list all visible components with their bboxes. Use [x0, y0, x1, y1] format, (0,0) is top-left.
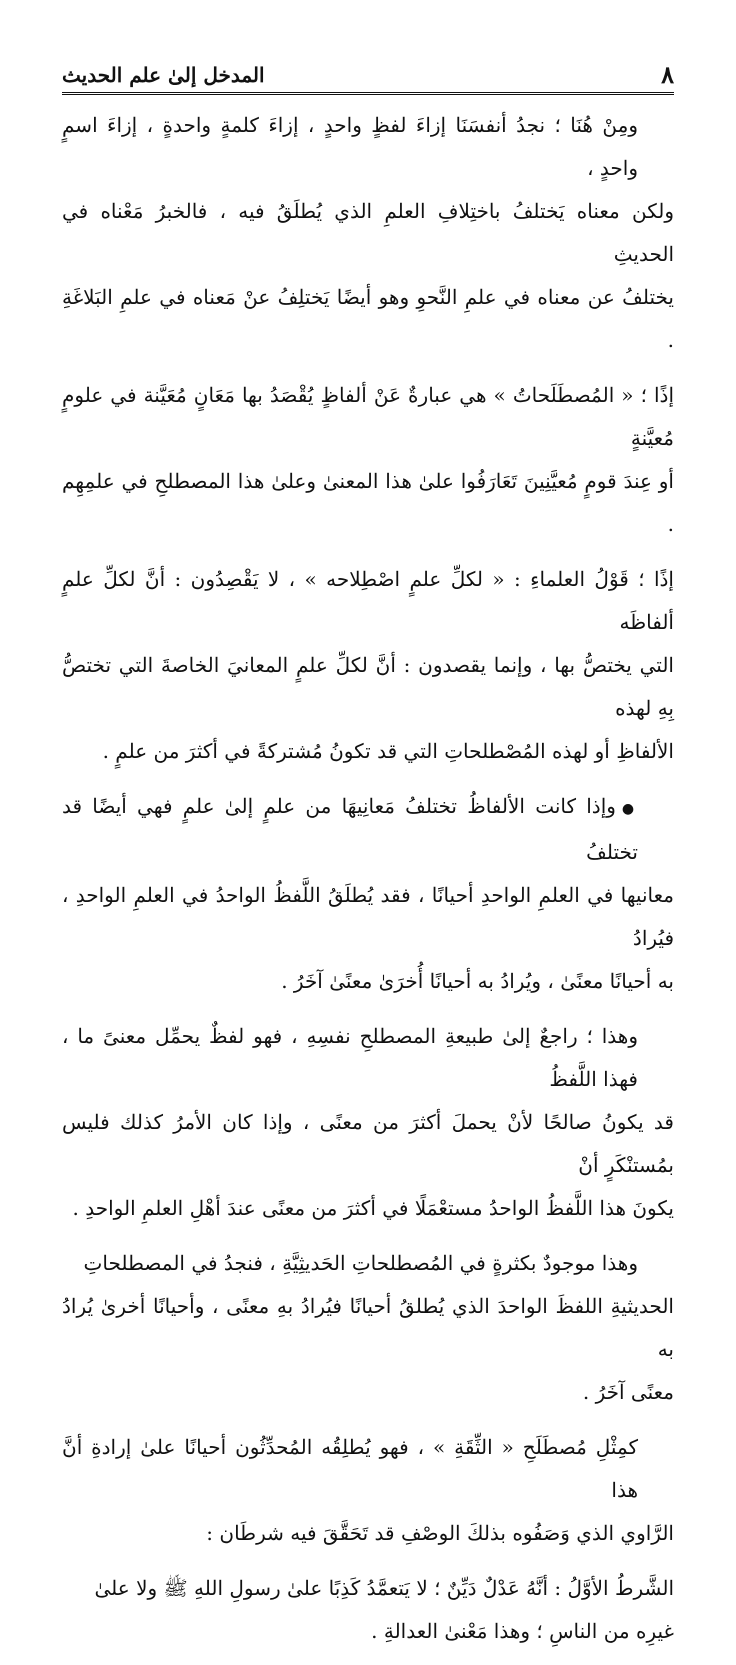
paragraph-6	[62, 1242, 674, 1414]
text-line: قد يكونُ صالحًا لأنْ يحملَ أكثرَ من معنًى ، وإذا كان الأمرُ كذلك فليس بمُستنْكَرٍ أنْ	[62, 1110, 674, 1177]
paragraph-4	[62, 785, 674, 1003]
text-line: معنًى آخَرُ .	[582, 1380, 674, 1404]
text-line: وهذا ؛ راجعٌ إلىٰ طبيعةِ المصطلحِ نفسِهِ ، فهو لفظٌ يحمِّل معنىً ما ، فهذا اللَّفظُ	[62, 1024, 638, 1091]
text-line: ومِنْ هُنَا ؛ نجدُ أنفسَنَا إزاءَ لفظٍ واحدٍ ، إزاءَ كلمةٍ واحدةٍ ، إزاءَ اسمٍ واحدٍ ،	[62, 113, 638, 180]
bullet-icon: ●	[621, 801, 638, 817]
paragraph-2	[62, 374, 674, 546]
paragraph-1	[62, 104, 674, 362]
text-line: معانيها في العلمِ الواحدِ أحيانًا ، فقد يُطلَقُ اللَّفظُ الواحدُ في العلمِ الواحدِ ، فيُرادُ	[62, 883, 674, 950]
text-line: كمِثْلِ مُصطَلَحِ « الثِّقَةِ » ، فهو يُطلِقُه المُحدِّثُون أحيانًا علىٰ إرادةِ أنَّ هذا	[62, 1435, 638, 1502]
text-line-content: وإذا كانت الألفاظُ تختلفُ مَعانِيهَا من علمٍ إلىٰ علمٍ فهي أيضًا قد تختلفُ	[62, 794, 638, 864]
text-line: الشَّرطُ الأوَّلُ : أنَّهُ عَدْلٌ دَيِّنٌ ؛ لا يَتعمَّدُ كَذِبًا علىٰ رسولِ اللهِ ﷺ ولا علىٰ	[94, 1576, 674, 1600]
paragraph-3	[62, 558, 674, 773]
paragraph-8	[62, 1567, 674, 1653]
text-line: غيرِه من الناسِ ؛ وهذا مَعْنىٰ العدالةِ .	[371, 1619, 674, 1643]
paragraph-5	[62, 1015, 674, 1230]
running-title: المدخل إلىٰ علم الحديث	[62, 63, 265, 87]
text-line: يختلفُ عن معناه في علمِ النَّحوِ وهو أيضًا يَختلِفُ عنْ مَعناه في علمِ البَلاغَةِ .	[62, 285, 674, 352]
page-header	[62, 52, 674, 95]
text-line: به أحيانًا معنًىٰ ، ويُرادُ به أحيانًا أُخرَىٰ معنًىٰ آخَرُ .	[281, 969, 674, 993]
text-line: يكونَ هذا اللَّفظُ الواحدُ مستعْمَلًا في أكثرَ من معنًى عندَ أهْلِ العلمِ الواحدِ .	[72, 1196, 674, 1220]
text-line: الألفاظِ أو لهذه المُصْطلحاتِ التي قد تكونُ مُشتركةً في أكثرَ من علمٍ .	[102, 739, 674, 763]
text-line: وهذا موجودٌ بكثرةٍ في المُصطلحاتِ الحَديثِيَّةِ ، فنجدُ في المصطلحاتِ	[83, 1251, 638, 1275]
text-line: التي يختصُّ بها ، وإنما يقصدون : أنَّ لكلِّ علمٍ المعانيَ الخاصةَ التي تختصُّ بِهِ لهذه	[62, 653, 674, 720]
text-line: ولكن معناه يَختلفُ باختِلافِ العلمِ الذي يُطلَقُ فيه ، فالخبرُ مَعْناه في الحديثِ	[62, 199, 674, 266]
text-line: الرَّاوي الذي وَصَفُوه بذلكَ الوصْفِ قد تَحَقَّقَ فيه شرطَان :	[206, 1521, 674, 1545]
text-line: إذًا ؛ « المُصطَلَحاتُ » هي عبارةٌ عَنْ ألفاظٍ يُقْصَدُ بها مَعَانٍ مُعَيَّنة في علومٍ مُعيَّنةٍ	[62, 383, 674, 450]
page-number: ٨	[661, 60, 674, 89]
paragraph-7	[62, 1426, 674, 1555]
text-line	[62, 785, 674, 874]
page-body	[62, 104, 674, 1665]
text-line: أو عِندَ قومٍ مُعيَّنِينَ تَعَارَفُوا علىٰ هذا المعنىٰ وعلىٰ هذا المصطلحِ في علمِهِم .	[62, 469, 674, 536]
text-line: إذًا ؛ قَوْلُ العلماءِ : « لكلِّ علمٍ اصْطِلاحه » ، لا يَقْصِدُون : أنَّ لكلِّ علمٍ ألفاظَه	[62, 567, 674, 634]
text-line: الحديثيةِ اللفظَ الواحدَ الذي يُطلقُ أحيانًا فيُرادُ بهِ معنًى ، وأحيانًا أخرىٰ يُرادُ به	[62, 1294, 674, 1361]
